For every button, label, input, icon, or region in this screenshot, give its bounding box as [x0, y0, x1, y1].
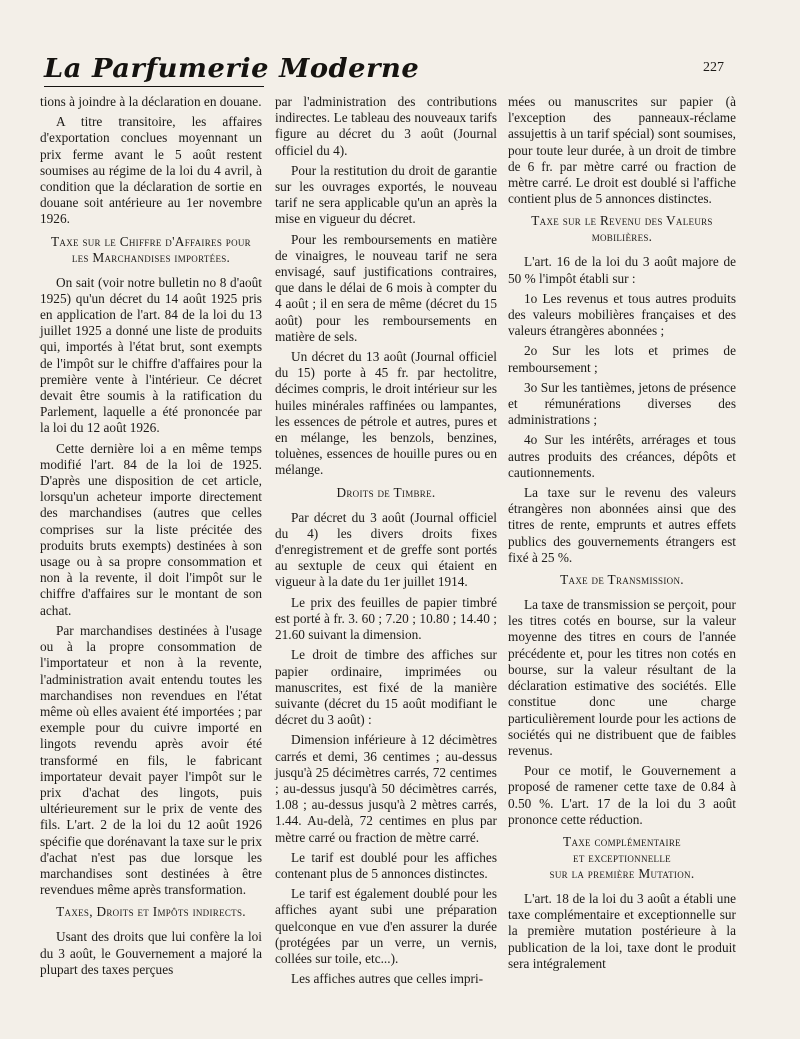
paragraph: On sait (voir notre bulletin no 8 d'août 1925) qu'un décret du 14 août 1925 pris en application de l'art. 84 de la loi du 13 juillet 1925 a donné une liste de produits qui, importés à l'état brut, sont exempts de l'impôt sur le chiffre d'affaires pour la première vente à l'intérieur. Ce décret devait être soumis à la ratification du Parlement, laquelle a été prononcée par la loi du 12 août 1926.: [40, 274, 262, 436]
column-2: [275, 94, 497, 991]
section-heading: Taxes, Droits et Impôts indirects.: [56, 904, 246, 920]
paragraph: 4o Sur les intérêts, arrérages et tous autres produits des créances, dépôts et cautionnements.: [508, 432, 736, 480]
paragraph: Pour les remboursements en matière de vinaigres, le nouveau tarif ne sera envisagé, sauf justifications contraires, que dans le délai de 6 mois à compter du 4 août ; il en sera de même (décret du 15 août) pour les remboursements en matière de sels.: [275, 231, 497, 344]
paragraph: L'art. 18 de la loi du 3 août a établi une taxe complémentaire et exceptionnelle sur la première mutation postérieure à la publication de la loi, taxe dont le produit sera intégralement: [508, 890, 736, 971]
running-header: [44, 54, 724, 88]
paragraph: 3o Sur les tantièmes, jetons de présence et rémunérations diverses des administrations ;: [508, 379, 736, 428]
paragraph: Un décret du 13 août (Journal officiel du 15) porte à 45 fr. par hectolitre, décimes compris, le droit intérieur sur les huiles minérales raffinées ou lampantes, les essences de pétrole et autres, pures et en mélange, les benzols, benzines, toluènes, essences de houille pures ou en mélange.: [275, 349, 497, 478]
paragraph: La taxe de transmission se perçoit, pour les titres cotés en bourse, sur la valeur moyenne des titres en cours de l'année précédente et, pour les titres non cotés en bourse, sur la valeur résultant de la déclaration estimative des sociétés. Elle constitue donc une charge particulièrement lourde pour les actions de sociétés qui ne distribuent que de faibles revenus.: [508, 597, 736, 758]
paragraph: L'art. 16 de la loi du 3 août majore de 50 % l'impôt établi sur :: [508, 254, 736, 286]
paragraph: par l'administration des contributions indirectes. Le tableau des nouveaux tarifs figure au décret du 3 août (Journal officiel du 4).: [275, 94, 497, 158]
section-heading: Taxe complémentaire et exceptionnelle sur la première Mutation.: [549, 833, 695, 881]
paragraph: Par décret du 3 août (Journal officiel du 4) les divers droits fixes d'enregistrement et de greffe sont portés au sextuple de ceux qui étaient en vigueur à la date du 1er juillet 1914.: [275, 509, 497, 590]
paragraph: Dimension inférieure à 12 décimètres carrés et demi, 36 centimes ; au-dessus jusqu'à 25 décimètres carrés, 72 centimes ; au-dessus jusqu'à 50 décimètres carrés, 1.08 ; au-dessus jusqu'à 2 mètres carrés, 1.44. Au-delà, 72 centimes en plus par mètre carré ou fraction de mètre carré.: [275, 732, 497, 845]
paragraph: Le tarif est également doublé pour les affiches ayant subi une préparation quelconque en vue d'en assurer la durée (protégées par un verre, un vernis, collées sur toile, etc...).: [275, 886, 497, 966]
paragraph: Le droit de timbre des affiches sur papier ordinaire, imprimées ou manuscrites, est fixé de la manière suivante (décret du 15 août modifiant le décret du 3 août) :: [275, 647, 497, 728]
paragraph: Les affiches autres que celles impri-: [291, 971, 484, 987]
paragraph: 1o Les revenus et tous autres produits des valeurs mobilières françaises et des valeurs étrangères abonnées ;: [508, 290, 736, 339]
paragraph: Cette dernière loi a en même temps modifié l'art. 84 de la loi de 1925. D'après une disposition de cet article, lorsqu'un acheteur importe directement des marchandises (autres que celles comprises sur la liste précitée des produits bruts exempts) destinées à son usage ou à sa propre consommation et non à la revente, il doit l'impôt sur le chiffre d'affaires sur le montant de son achat.: [40, 440, 262, 618]
title-underline: [44, 86, 264, 87]
page-number: 227: [703, 60, 724, 75]
paragraph: Pour ce motif, le Gouvernement a proposé de ramener cette taxe de 0.84 à 0.50 %. L'art. 17 de la loi du 3 août prononce cette réduction.: [508, 763, 736, 827]
paragraph: A titre transitoire, les affaires d'exportation conclues moyennant un prix ferme avant le 5 août restent soumises au régime de la loi du 4 avril, à condition que la déclaration de sortie en douane soit antérieure au 1er novembre 1926.: [40, 114, 262, 227]
paragraph: La taxe sur le revenu des valeurs étrangères non abonnées ainsi que des titres de rente, emprunts et autres effets publics des gouvernements étrangers est fixé à 25 %.: [508, 485, 736, 565]
column-1: [40, 94, 262, 982]
paragraph: mées ou manuscrites sur papier (à l'exception des panneaux-réclame assujettis à un tarif spécial) sont soumises, pour toute leur durée, à un droit de timbre de 6 fr. par mètre carré ou fraction de mètre carré. Le droit est doublé si l'affiche contient plus de 5 annonces distinctes.: [508, 94, 736, 207]
column-3: [508, 94, 736, 976]
journal-title: La Parfumerie Moderne: [44, 54, 420, 84]
section-heading: Taxe sur le Chiffre d'Affaires pour les Marchandises importées.: [51, 233, 251, 265]
paragraph: 2o Sur les lots et primes de remboursement ;: [508, 343, 736, 375]
section-heading: Droits de Timbre.: [336, 484, 436, 500]
section-heading: Taxe de Transmission.: [560, 572, 684, 588]
paragraph: Usant des droits que lui confère la loi du 3 août, le Gouvernement a majoré la plupart des taxes perçues: [40, 929, 262, 977]
paragraph: tions à joindre à la déclaration en douane.: [40, 94, 262, 109]
paragraph: Par marchandises destinées à l'usage ou à la propre consommation de l'importateur et non à la revente, l'administration avait entendu toutes les marchandises non revendues en l'état même où elles avaient été importées ; par exemple pour du cuivre importé en lingots revendu après avoir été transformé en fils, le fabricant importateur devait payer l'impôt sur le prix d'achat des lingots, puis ultérieurement sur le prix de vente des fils. L'art. 2 de la loi du 12 août 1926 spécifie que dorénavant la taxe sur le prix d'achat n'est pas due lorsque les marchandises sont destinées à être revendues même après transformation.: [40, 622, 262, 898]
section-heading: Taxe sur le Revenu des Valeurs mobilières.: [531, 213, 713, 245]
paragraph: Le tarif est doublé pour les affiches contenant plus de 5 annonces distinctes.: [275, 849, 497, 881]
paragraph: Le prix des feuilles de papier timbré est porté à fr. 3. 60 ; 7.20 ; 10.80 ; 14.40 ; 21.60 suivant la dimension.: [275, 594, 497, 643]
paragraph: Pour la restitution du droit de garantie sur les ouvrages exportés, le nouveau tarif ne sera applicable qu'un an après la mise en vigueur du décret.: [275, 162, 497, 227]
